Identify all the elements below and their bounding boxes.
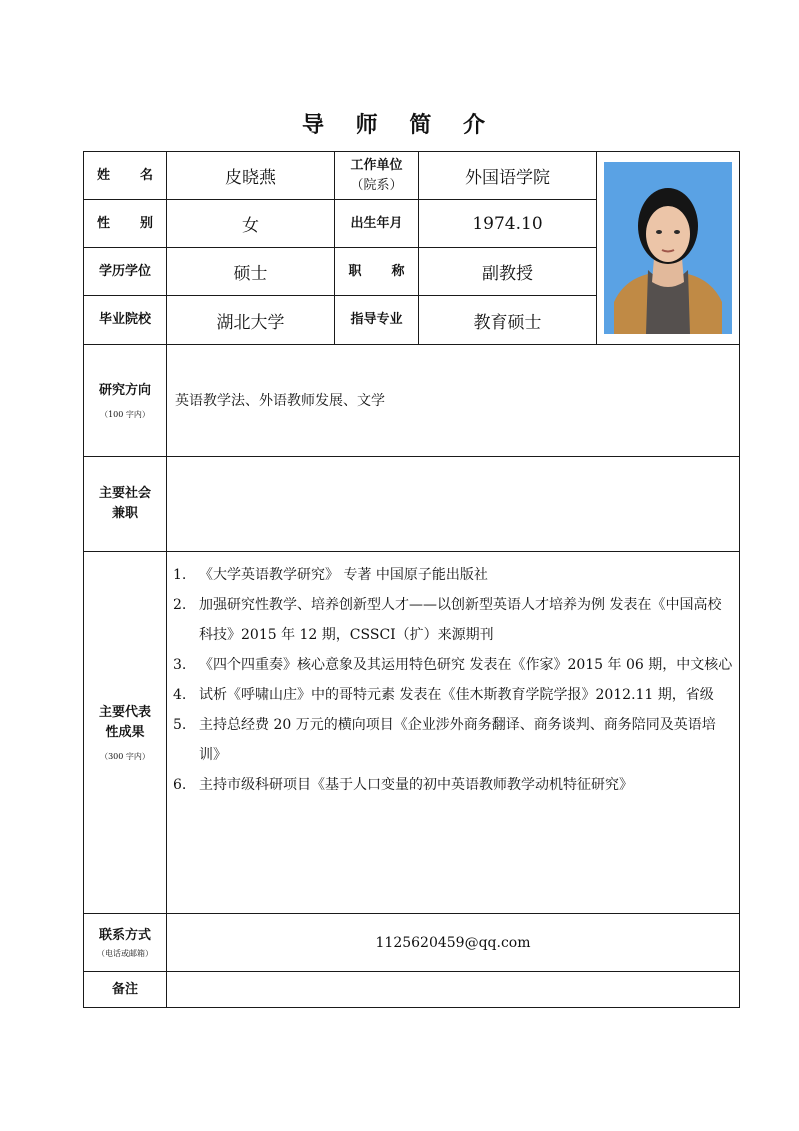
major-label: 指导专业 [335,296,419,345]
row-research [84,345,740,457]
list-item: 3. 《四个四重奏》核心意象及其运用特色研究 发表在《作家》2015 年 06 期，中文核心 [173,657,733,673]
achievements-note: （300 字内） [100,751,150,761]
row-achievements [84,552,740,914]
page-title: 导 师 简 介 [302,113,497,138]
major-value: 教育硕士 [419,296,597,345]
remarks-content [167,972,740,1008]
list-item: 4. 试析《呼啸山庄》中的哥特元素 发表在《佳木斯教育学院学报》2012.11 期，省级 [173,687,714,703]
contact-label: 联系方式 （电话或邮箱） [84,914,167,972]
list-item: 5. 主持总经费 20 万元的横向项目《企业涉外商务翻译、商务谈判、商务陪同及英语培训》 [173,717,716,763]
school-value: 湖北大学 [167,296,335,345]
research-note: （100 字内） [100,409,150,419]
rank-label: 职 称 [335,248,419,296]
achievements-content [167,552,740,914]
name-label: 姓 名 [84,152,167,200]
row-remarks [84,972,740,1008]
row-social [84,457,740,552]
contact-email[interactable]: 1125620459@qq.com [167,914,740,972]
achievements-label: 主要代表 性成果 （300 字内） [84,552,167,914]
gender-value: 女 [167,200,335,248]
social-content [167,457,740,552]
photo-cell [597,152,740,345]
unit-label: 工作单位 （院系） [335,152,419,200]
school-label: 毕业院校 [84,296,167,345]
profile-table [83,151,740,1008]
list-item: 1. 《大学英语教学研究》 专著 中国原子能出版社 [173,567,488,583]
research-label: 研究方向 （100 字内） [84,345,167,457]
gender-label: 性 别 [84,200,167,248]
rank-value: 副教授 [419,248,597,296]
contact-note: （电话或邮箱） [97,948,153,958]
name-value: 皮晓燕 [167,152,335,200]
remarks-label: 备注 [84,972,167,1008]
degree-value: 硕士 [167,248,335,296]
list-item: 2. 加强研究性教学、培养创新型人才——以创新型英语人才培养为例 发表在《中国高校科技》2015 年 12 期，CSSCI（扩）来源期刊 [173,597,722,643]
achievements-list [173,560,733,800]
row-name [84,152,740,200]
social-label: 主要社会 兼职 [84,457,167,552]
portrait-photo [604,162,732,334]
row-contact [84,914,740,972]
birth-value: 1974.10 [419,200,597,248]
research-content: 英语教学法、外语教师发展、文学 [167,345,740,457]
birth-label: 出生年月 [335,200,419,248]
list-item: 6. 主持市级科研项目《基于人口变量的初中英语教师教学动机特征研究》 [173,777,633,793]
unit-value: 外国语学院 [419,152,597,200]
degree-label: 学历学位 [84,248,167,296]
